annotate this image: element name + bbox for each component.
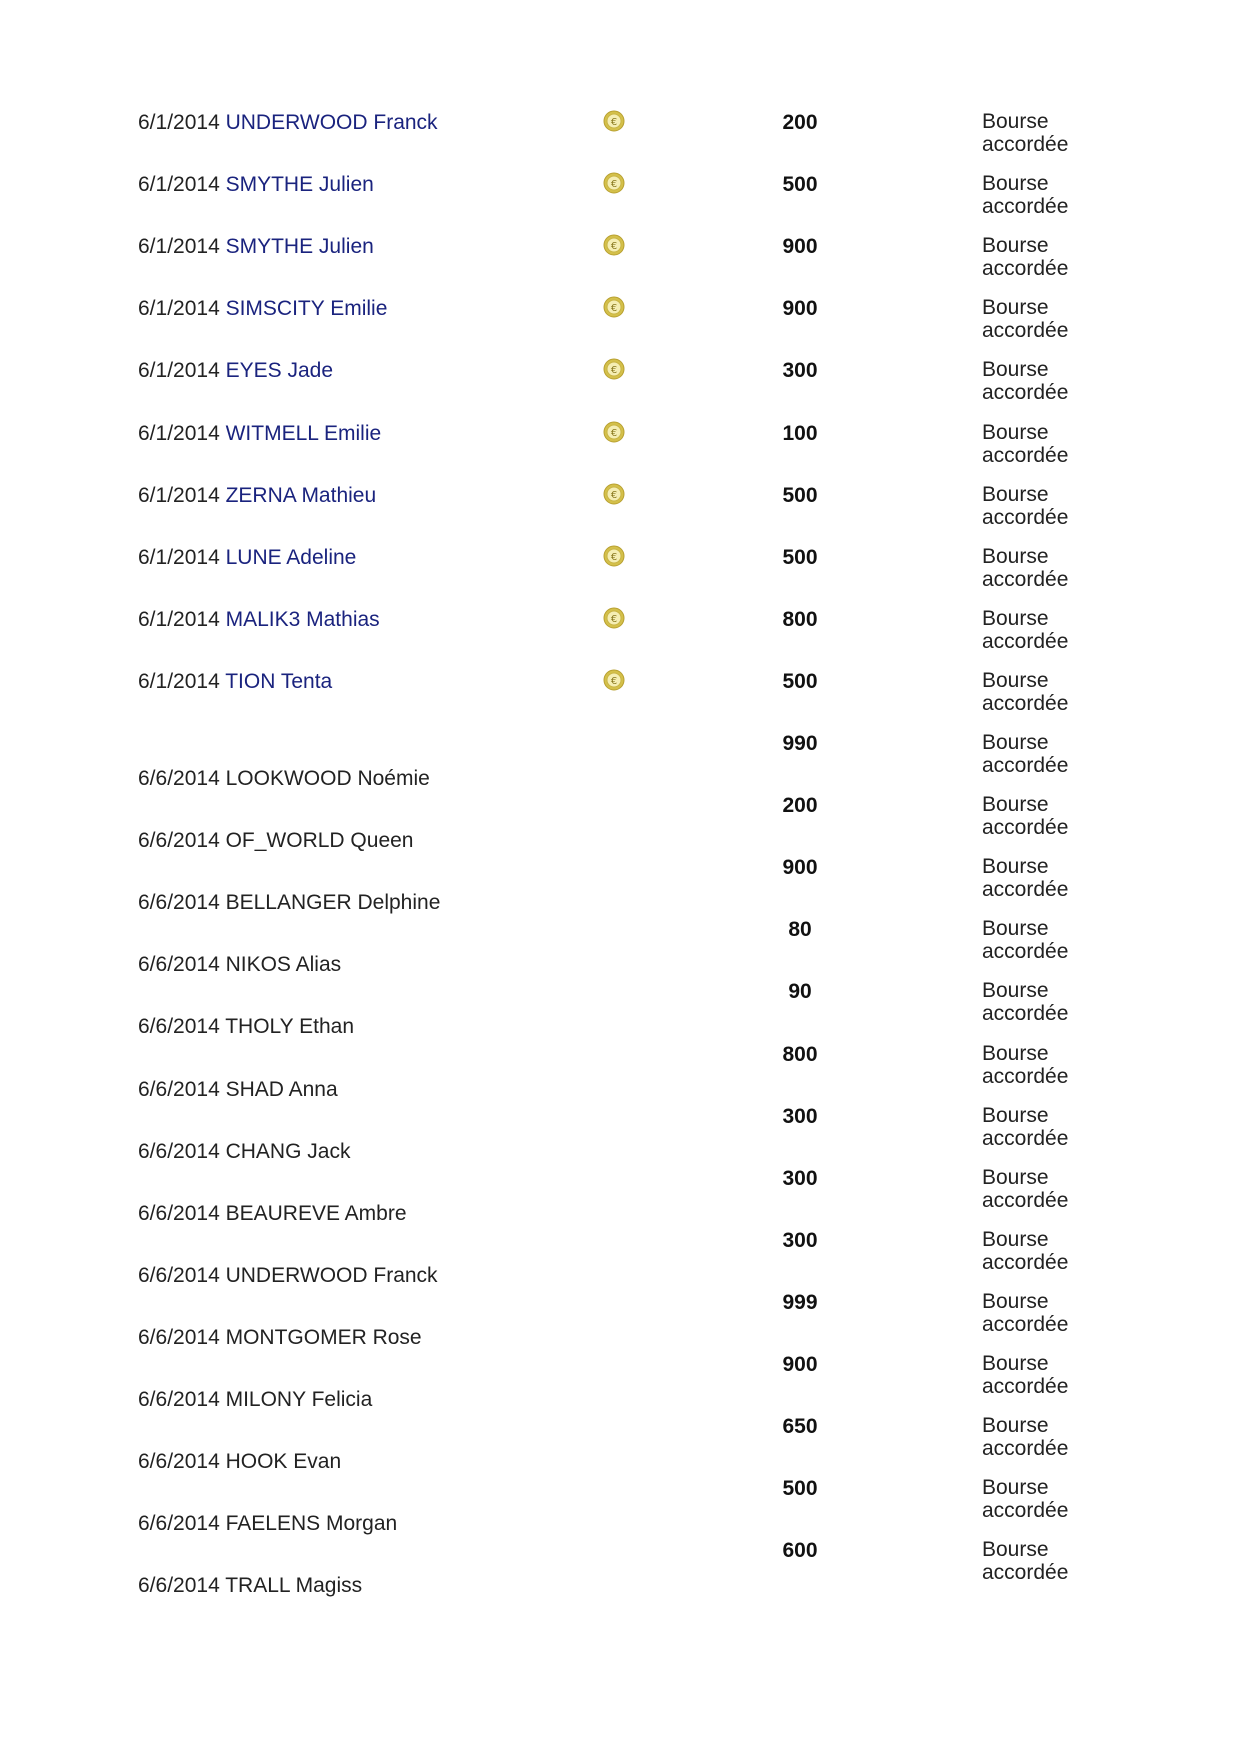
row-date: 6/1/2014 bbox=[138, 359, 220, 382]
table-row bbox=[0, 1228, 1241, 1290]
row-date: 6/1/2014 bbox=[138, 235, 220, 258]
row-date-name bbox=[138, 483, 376, 509]
row-status-line2: accordée bbox=[982, 816, 1069, 839]
row-amount: 80 bbox=[788, 918, 812, 941]
row-amount: 800 bbox=[782, 1043, 818, 1066]
euro-coin-icon bbox=[603, 545, 625, 567]
row-date-name bbox=[138, 1511, 397, 1537]
row-date: 6/1/2014 bbox=[138, 422, 220, 445]
table-row bbox=[0, 1414, 1241, 1476]
row-status-line1: Bourse bbox=[982, 545, 1049, 568]
row-date-name bbox=[138, 1077, 338, 1103]
table-row bbox=[0, 172, 1241, 234]
table-row bbox=[0, 1042, 1241, 1104]
svg-text:€: € bbox=[610, 490, 618, 501]
row-name-link[interactable]: LUNE Adeline bbox=[225, 546, 357, 569]
row-status-line2: accordée bbox=[982, 630, 1069, 653]
row-status bbox=[982, 1538, 1068, 1584]
row-name: SHAD Anna bbox=[225, 1078, 338, 1101]
row-date: 6/6/2014 bbox=[138, 1574, 220, 1597]
euro-coin-icon bbox=[603, 483, 625, 505]
row-status bbox=[982, 1042, 1068, 1088]
row-amount: 900 bbox=[782, 235, 818, 258]
row-date-name bbox=[138, 234, 374, 260]
svg-text:€: € bbox=[610, 365, 618, 376]
euro-coin-icon bbox=[603, 172, 625, 194]
row-status-line1: Bourse bbox=[982, 1414, 1049, 1437]
row-status-line2: accordée bbox=[982, 319, 1069, 342]
row-status bbox=[982, 607, 1068, 653]
row-status bbox=[982, 855, 1068, 901]
row-status bbox=[982, 296, 1068, 342]
table-row bbox=[0, 669, 1241, 731]
row-status-line2: accordée bbox=[982, 381, 1069, 404]
row-date-name bbox=[138, 1263, 438, 1289]
row-name-link[interactable]: SIMSCITY Emilie bbox=[225, 297, 388, 320]
row-status bbox=[982, 545, 1068, 591]
table-row bbox=[0, 1104, 1241, 1166]
row-status bbox=[982, 483, 1068, 529]
table-row bbox=[0, 917, 1241, 979]
row-amount: 900 bbox=[782, 1353, 818, 1376]
row-status bbox=[982, 1228, 1068, 1274]
row-status-line1: Bourse bbox=[982, 172, 1049, 195]
row-status-line2: accordée bbox=[982, 878, 1069, 901]
row-status-line1: Bourse bbox=[982, 1476, 1049, 1499]
row-status-line2: accordée bbox=[982, 568, 1069, 591]
row-name: BELLANGER Delphine bbox=[225, 891, 441, 914]
row-date-name bbox=[138, 1201, 407, 1227]
row-status bbox=[982, 731, 1068, 777]
row-date: 6/6/2014 bbox=[138, 1202, 220, 1225]
table-row bbox=[0, 234, 1241, 296]
row-amount: 900 bbox=[782, 856, 818, 879]
row-status bbox=[982, 234, 1068, 280]
table-row bbox=[0, 855, 1241, 917]
row-status-line1: Bourse bbox=[982, 1290, 1049, 1313]
row-date: 6/1/2014 bbox=[138, 608, 220, 631]
row-date-name bbox=[138, 607, 380, 633]
row-status-line1: Bourse bbox=[982, 1166, 1049, 1189]
row-name: BEAUREVE Ambre bbox=[225, 1202, 407, 1225]
row-name: CHANG Jack bbox=[225, 1140, 351, 1163]
row-status-line1: Bourse bbox=[982, 296, 1049, 319]
table-row bbox=[0, 110, 1241, 172]
row-status bbox=[982, 1414, 1068, 1460]
row-amount: 200 bbox=[782, 794, 818, 817]
row-amount: 600 bbox=[782, 1539, 818, 1562]
table-row bbox=[0, 1290, 1241, 1352]
table-row bbox=[0, 545, 1241, 607]
euro-coin-icon bbox=[603, 358, 625, 380]
row-name: FAELENS Morgan bbox=[225, 1512, 398, 1535]
row-status-line1: Bourse bbox=[982, 358, 1049, 381]
row-name-link[interactable]: SMYTHE Julien bbox=[225, 173, 374, 196]
svg-text:€: € bbox=[610, 676, 618, 687]
row-name: TRALL Magiss bbox=[225, 1574, 363, 1597]
row-amount: 300 bbox=[782, 359, 818, 382]
row-date-name bbox=[138, 828, 414, 854]
row-status bbox=[982, 1104, 1068, 1150]
row-amount: 500 bbox=[782, 546, 818, 569]
row-status-line1: Bourse bbox=[982, 979, 1049, 1002]
table-row bbox=[0, 793, 1241, 855]
row-status-line1: Bourse bbox=[982, 483, 1049, 506]
row-status bbox=[982, 1352, 1068, 1398]
row-amount: 300 bbox=[782, 1229, 818, 1252]
table-row bbox=[0, 483, 1241, 545]
row-date: 6/1/2014 bbox=[138, 670, 220, 693]
row-date-name bbox=[138, 110, 438, 136]
row-date: 6/6/2014 bbox=[138, 1264, 220, 1287]
row-status-line2: accordée bbox=[982, 1375, 1069, 1398]
row-name: LOOKWOOD Noémie bbox=[225, 767, 430, 790]
row-status-line2: accordée bbox=[982, 754, 1069, 777]
row-status bbox=[982, 421, 1068, 467]
row-status bbox=[982, 1166, 1068, 1212]
row-status-line2: accordée bbox=[982, 1437, 1069, 1460]
table-row bbox=[0, 1538, 1241, 1600]
row-status-line1: Bourse bbox=[982, 607, 1049, 630]
row-date: 6/1/2014 bbox=[138, 173, 220, 196]
table-row bbox=[0, 731, 1241, 793]
row-date-name bbox=[138, 890, 440, 916]
row-amount: 500 bbox=[782, 1477, 818, 1500]
euro-coin-icon bbox=[603, 234, 625, 256]
table-row bbox=[0, 358, 1241, 420]
row-name: MONTGOMER Rose bbox=[225, 1326, 422, 1349]
row-date: 6/1/2014 bbox=[138, 546, 220, 569]
row-status-line2: accordée bbox=[982, 1002, 1069, 1025]
row-status-line1: Bourse bbox=[982, 731, 1049, 754]
euro-coin-icon bbox=[603, 296, 625, 318]
row-status-line1: Bourse bbox=[982, 855, 1049, 878]
row-name-link[interactable]: WITMELL Emilie bbox=[225, 422, 382, 445]
row-status bbox=[982, 669, 1068, 715]
row-status-line1: Bourse bbox=[982, 1042, 1049, 1065]
row-name: NIKOS Alias bbox=[225, 953, 342, 976]
row-date-name bbox=[138, 669, 332, 695]
row-date: 6/6/2014 bbox=[138, 1388, 220, 1411]
row-date-name bbox=[138, 766, 430, 792]
table-row bbox=[0, 607, 1241, 669]
row-status bbox=[982, 358, 1068, 404]
euro-coin-icon bbox=[603, 669, 625, 691]
row-name-link[interactable]: MALIK3 Mathias bbox=[225, 608, 380, 631]
row-name: OF_WORLD Queen bbox=[225, 829, 414, 852]
svg-text:€: € bbox=[610, 428, 618, 439]
table-row bbox=[0, 296, 1241, 358]
row-date-name bbox=[138, 296, 387, 322]
row-status-line1: Bourse bbox=[982, 110, 1049, 133]
table-row bbox=[0, 979, 1241, 1041]
row-status-line2: accordée bbox=[982, 1065, 1069, 1088]
row-amount: 200 bbox=[782, 111, 818, 134]
row-status-line2: accordée bbox=[982, 1313, 1069, 1336]
row-status-line1: Bourse bbox=[982, 1104, 1049, 1127]
row-date: 6/6/2014 bbox=[138, 1512, 220, 1535]
row-name: UNDERWOOD Franck bbox=[225, 1264, 438, 1287]
row-amount: 650 bbox=[782, 1415, 818, 1438]
euro-coin-icon bbox=[603, 607, 625, 629]
row-date: 6/1/2014 bbox=[138, 111, 220, 134]
row-date: 6/6/2014 bbox=[138, 1140, 220, 1163]
row-date-name bbox=[138, 172, 374, 198]
row-date: 6/1/2014 bbox=[138, 297, 220, 320]
svg-text:€: € bbox=[610, 614, 618, 625]
row-status-line2: accordée bbox=[982, 692, 1069, 715]
row-status-line1: Bourse bbox=[982, 1228, 1049, 1251]
row-status bbox=[982, 917, 1068, 963]
row-date-name bbox=[138, 545, 356, 571]
row-date: 6/6/2014 bbox=[138, 953, 220, 976]
euro-coin-icon bbox=[603, 421, 625, 443]
svg-text:€: € bbox=[610, 117, 618, 128]
row-date-name bbox=[138, 952, 341, 978]
table-row bbox=[0, 1166, 1241, 1228]
table-row bbox=[0, 1476, 1241, 1538]
row-status-line2: accordée bbox=[982, 1251, 1069, 1274]
row-status-line2: accordée bbox=[982, 1189, 1069, 1212]
row-name-link[interactable]: ZERNA Mathieu bbox=[225, 484, 377, 507]
row-date: 6/6/2014 bbox=[138, 829, 220, 852]
row-status-line1: Bourse bbox=[982, 1352, 1049, 1375]
row-amount: 300 bbox=[782, 1105, 818, 1128]
row-status bbox=[982, 793, 1068, 839]
row-status-line2: accordée bbox=[982, 1499, 1069, 1522]
row-name: THOLY Ethan bbox=[225, 1015, 355, 1038]
row-date-name bbox=[138, 1387, 372, 1413]
row-name: MILONY Felicia bbox=[225, 1388, 373, 1411]
row-status-line1: Bourse bbox=[982, 917, 1049, 940]
row-name-link[interactable]: SMYTHE Julien bbox=[225, 235, 374, 258]
row-amount: 300 bbox=[782, 1167, 818, 1190]
row-amount: 90 bbox=[788, 980, 812, 1003]
row-status-line2: accordée bbox=[982, 257, 1069, 280]
row-date-name bbox=[138, 1014, 354, 1040]
row-status-line2: accordée bbox=[982, 940, 1069, 963]
row-amount: 500 bbox=[782, 173, 818, 196]
svg-text:€: € bbox=[610, 241, 618, 252]
row-amount: 990 bbox=[782, 732, 818, 755]
row-status-line2: accordée bbox=[982, 1127, 1069, 1150]
row-name: HOOK Evan bbox=[225, 1450, 342, 1473]
row-date: 6/6/2014 bbox=[138, 1078, 220, 1101]
euro-coin-icon bbox=[603, 110, 625, 132]
row-status-line1: Bourse bbox=[982, 793, 1049, 816]
row-status-line2: accordée bbox=[982, 444, 1069, 467]
row-status bbox=[982, 1476, 1068, 1522]
row-status-line1: Bourse bbox=[982, 421, 1049, 444]
row-date-name bbox=[138, 1449, 341, 1475]
row-amount: 500 bbox=[782, 484, 818, 507]
row-status bbox=[982, 979, 1068, 1025]
row-status-line2: accordée bbox=[982, 506, 1069, 529]
row-date: 6/6/2014 bbox=[138, 1450, 220, 1473]
row-status-line2: accordée bbox=[982, 1561, 1069, 1584]
row-amount: 900 bbox=[782, 297, 818, 320]
row-name-link[interactable]: UNDERWOOD Franck bbox=[225, 111, 438, 134]
row-date: 6/1/2014 bbox=[138, 484, 220, 507]
table-row bbox=[0, 421, 1241, 483]
row-status-line1: Bourse bbox=[982, 1538, 1049, 1561]
row-amount: 100 bbox=[782, 422, 818, 445]
row-date: 6/6/2014 bbox=[138, 767, 220, 790]
row-amount: 999 bbox=[782, 1291, 818, 1314]
row-name-link[interactable]: TION Tenta bbox=[225, 670, 333, 693]
row-status-line1: Bourse bbox=[982, 669, 1049, 692]
row-status bbox=[982, 172, 1068, 218]
svg-text:€: € bbox=[610, 303, 618, 314]
row-date-name bbox=[138, 1573, 362, 1599]
row-date-name bbox=[138, 1325, 422, 1351]
row-date: 6/6/2014 bbox=[138, 1326, 220, 1349]
svg-text:€: € bbox=[610, 179, 618, 190]
row-date-name bbox=[138, 1139, 350, 1165]
row-status-line2: accordée bbox=[982, 195, 1069, 218]
svg-text:€: € bbox=[610, 552, 618, 563]
row-status-line1: Bourse bbox=[982, 234, 1049, 257]
row-date: 6/6/2014 bbox=[138, 1015, 220, 1038]
row-date: 6/6/2014 bbox=[138, 891, 220, 914]
row-date-name bbox=[138, 421, 381, 447]
row-status bbox=[982, 1290, 1068, 1336]
row-name-link[interactable]: EYES Jade bbox=[225, 359, 333, 382]
row-amount: 800 bbox=[782, 608, 818, 631]
row-date-name bbox=[138, 358, 333, 384]
table-row bbox=[0, 1352, 1241, 1414]
row-amount: 500 bbox=[782, 670, 818, 693]
row-status-line2: accordée bbox=[982, 133, 1069, 156]
row-status bbox=[982, 110, 1068, 156]
